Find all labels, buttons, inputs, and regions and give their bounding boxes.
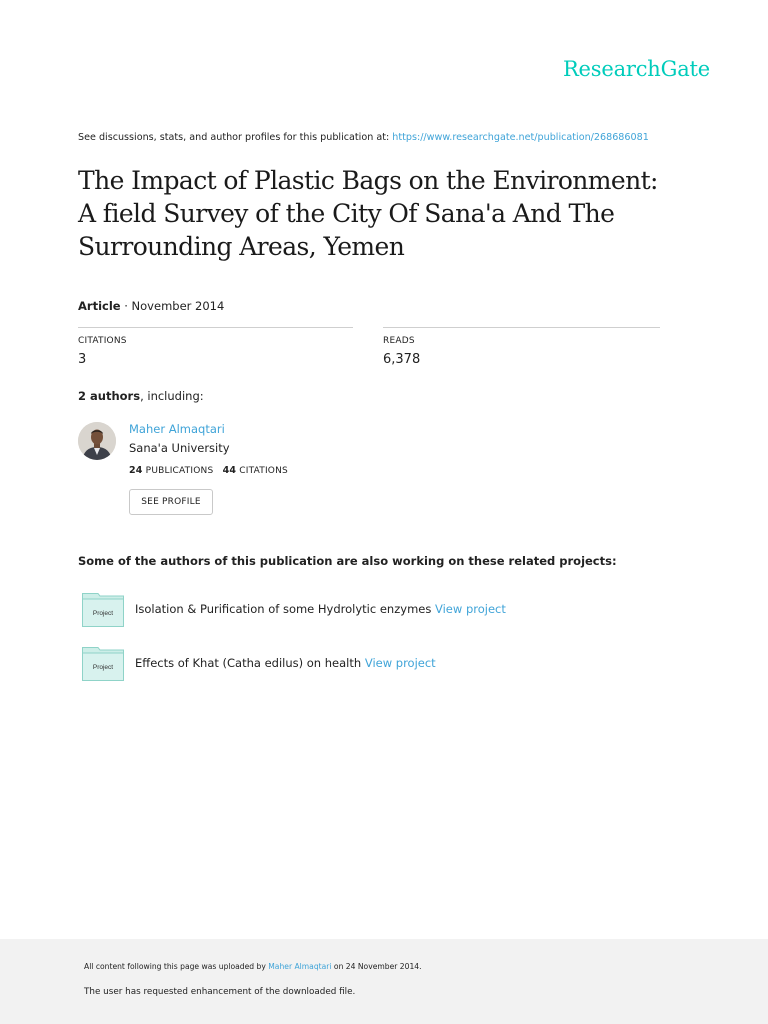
project-text <box>135 656 436 670</box>
title-line: Surrounding Areas, Yemen <box>78 232 405 261</box>
authors-heading <box>78 389 204 403</box>
discussions-line <box>78 132 649 143</box>
reads-divider <box>383 327 660 328</box>
project-icon-label: Project <box>92 664 114 671</box>
publication-title <box>78 164 718 263</box>
footer <box>0 939 768 1024</box>
upload-suffix: on 24 November 2014. <box>331 962 422 971</box>
project-folder-icon <box>82 593 124 627</box>
publications-label: PUBLICATIONS <box>142 466 214 476</box>
authors-suffix: , including: <box>140 389 204 403</box>
article-date: · November 2014 <box>120 299 225 313</box>
publications-count: 24 <box>129 465 143 476</box>
citations-label: CITATIONS <box>78 336 127 346</box>
project-icon-label: Project <box>92 610 114 617</box>
uploader-link[interactable]: Maher Almaqtari <box>268 962 332 971</box>
reads-value: 6,378 <box>383 352 421 367</box>
view-project-link[interactable]: View project <box>435 602 506 616</box>
publication-link[interactable]: https://www.researchgate.net/publication/268686081 <box>392 132 649 143</box>
title-line: The Impact of Plastic Bags on the Environment: <box>78 166 658 195</box>
see-profile-button[interactable]: SEE PROFILE <box>129 489 213 515</box>
project-title: Isolation & Purification of some Hydrolytic enzymes <box>135 602 432 616</box>
authors-count: 2 authors <box>78 389 141 403</box>
project-folder-icon <box>82 647 124 681</box>
reads-label: READS <box>383 336 415 346</box>
discussions-text: See discussions, stats, and author profiles for this publication at: <box>78 132 393 143</box>
upload-prefix: All content following this page was uploaded by <box>84 962 269 971</box>
author-avatar[interactable] <box>78 422 116 460</box>
upload-notice <box>84 962 422 971</box>
enhancement-notice: The user has requested enhancement of the downloaded file. <box>84 987 356 997</box>
title-line: A field Survey of the City Of Sana'a And The <box>78 199 615 228</box>
author-institution: Sana'a University <box>129 441 230 455</box>
related-projects-heading: Some of the authors of this publication are also working on these related projects: <box>78 554 617 568</box>
author-name-link[interactable]: Maher Almaqtari <box>129 422 225 436</box>
article-meta <box>78 299 224 313</box>
citations-divider <box>78 327 353 328</box>
author-photo-icon <box>78 422 116 460</box>
citations-value: 3 <box>78 352 87 367</box>
project-text <box>135 602 506 616</box>
author-stats <box>129 465 288 476</box>
project-title: Effects of Khat (Catha edilus) on health <box>135 656 362 670</box>
article-type: Article <box>78 299 121 313</box>
view-project-link[interactable]: View project <box>364 656 436 670</box>
author-citations-count: 44 <box>222 465 237 476</box>
researchgate-logo[interactable]: ResearchGate <box>562 57 710 81</box>
author-citations-label: CITATIONS <box>236 466 288 476</box>
